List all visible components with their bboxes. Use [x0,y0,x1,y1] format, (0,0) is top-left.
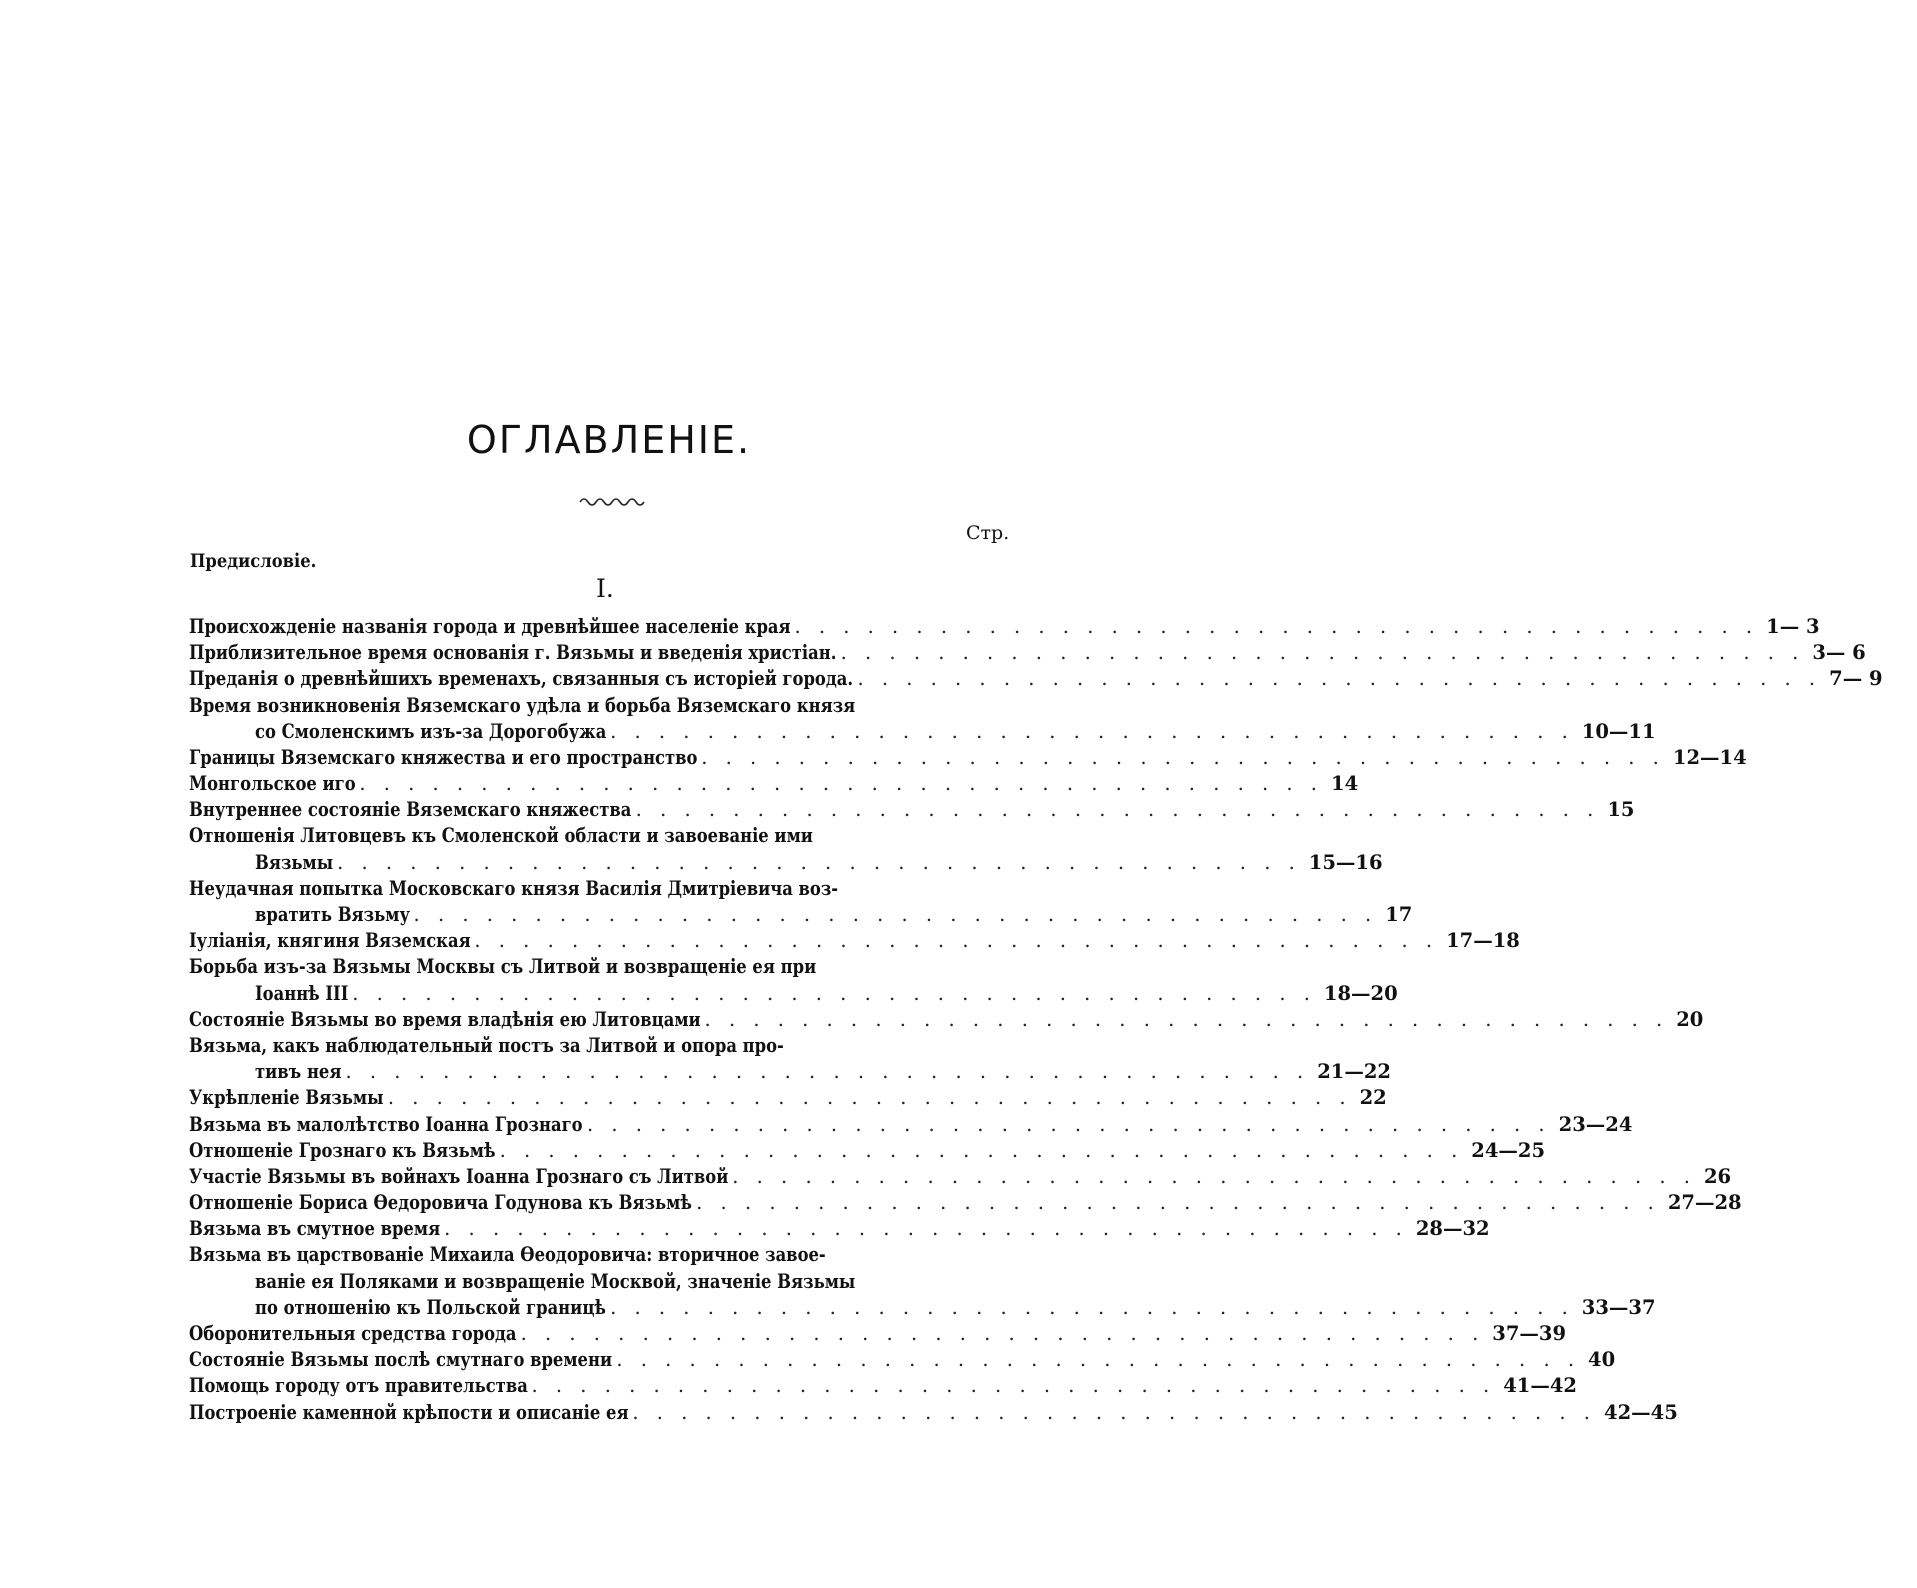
toc-entry-title: Вязьма въ царствованіе Михаила Ѳеодоровича: вторичное завое- [189,1243,826,1267]
dot-leader: . . . . . . . . . . . . . . . . . . . . . . . . . . . . . . . . . . . . . . . . [531,1374,1496,1398]
dot-leader: . . . . . . . . . . . . . . . . . . . . . . . . . . . . . . . . . . . . . . . . [696,1191,1660,1215]
toc-entry-title: Монгольское иго [189,772,356,796]
toc-entry-title: Границы Вяземскаго княжества и его пространство [189,745,698,769]
toc-line [189,1216,1490,1242]
dot-leader: . . . . . . . . . . . . . . . . . . . . . . . . . . . . . . . . . . . . . . . . [704,1007,1669,1031]
toc-entry [189,1216,1490,1242]
toc-line [189,1190,1742,1216]
toc-entry-title: Отношеніе Бориса Ѳедоровича Годунова къ Вязьмѣ [189,1191,692,1215]
toc-page-number: 15 [1607,798,1635,822]
toc-line [189,850,1383,876]
toc-line [189,1112,1633,1138]
preface-entry: Предисловіе. [190,550,317,572]
dot-leader: . . . . . . . . . . . . . . . . . . . . . . . . . . . . . . . . . . . . . . . . [732,1164,1696,1188]
toc-line [189,1373,1577,1399]
toc-entry [189,1243,1656,1322]
toc-entry-title: Вязьма въ смутное время [189,1217,441,1241]
toc-page-number: 33—37 [1581,1295,1656,1319]
toc-entry [189,797,1635,823]
page-title: ОГЛАВЛЕНІЕ. [466,418,752,462]
toc-page-number: 17—18 [1446,929,1520,953]
dot-leader: . . . . . . . . . . . . . . . . . . . . . . . . . . . . . . . . . . . . . . . . [635,798,1600,822]
toc-entry-title: Построеніе каменной крѣпости и описаніе ея [189,1400,629,1424]
toc-page-number: 20 [1676,1007,1704,1031]
toc-line [189,1400,1678,1426]
dot-leader: . . . . . . . . . . . . . . . . . . . . . . . . . . . . . . . . . . . . . . . . [616,1348,1581,1372]
table-of-contents [189,614,1883,1426]
toc-entry [189,666,1883,692]
toc-entry [189,614,1820,640]
toc-page-number: 27—28 [1667,1191,1742,1215]
toc-entry [189,1033,1391,1085]
toc-line [189,797,1635,823]
toc-line [189,1321,1567,1347]
dot-leader: . . . . . . . . . . . . . . . . . . . . . . . . . . . . . . . . . . . . . . . . [499,1138,1464,1162]
toc-line [189,1059,1391,1085]
toc-page-number: 40 [1588,1348,1616,1372]
toc-entry [189,1007,1704,1033]
toc-line [189,1347,1616,1373]
dot-leader: . . . . . . . . . . . . . . . . . . . . . . . . . . . . . . . . . . . . . . . . [794,614,1759,638]
toc-entry-title: Преданія о древнѣйшихъ временахъ, связанныя съ исторіей города. [189,667,854,691]
dot-leader: . . . . . . . . . . . . . . . . . . . . . . . . . . . . . . . . . . . . . . . . [857,667,1822,691]
toc-entry-title: Участіе Вязьмы въ войнахъ Іоанна Грознаго съ Литвой [189,1164,729,1188]
toc-page-number: 26 [1703,1164,1732,1188]
toc-page-number: 1— 3 [1766,614,1820,638]
toc-entry [189,1138,1546,1164]
dot-leader: . . . . . . . . . . . . . . . . . . . . . . . . . . . . . . . . . . . . . . . . [337,850,1301,874]
toc-entry-title: Отношеніе Грознаго къ Вязьмѣ [189,1138,496,1162]
toc-entry-title: Неудачная попытка Московскаго князя Василія Дмитріевича воз- [189,876,839,900]
toc-entry-title: Вязьма въ малолѣтство Іоанна Грознаго [189,1112,583,1136]
toc-line [189,1243,1039,1269]
toc-entry [189,1347,1616,1373]
toc-line [189,902,1413,928]
dot-leader: . . . . . . . . . . . . . . . . . . . . . . . . . . . . . . . . . . . . . . . . [359,772,1323,796]
toc-entry-title: Борьба изъ-за Вязьмы Москвы съ Литвой и возвращеніе ея при [189,955,817,979]
toc-entry-title: Внутреннее состояніе Вяземскаго княжества [189,798,632,822]
toc-line [189,954,1039,980]
toc-page-number: 7— 9 [1829,667,1883,691]
toc-entry-title: Іоаннѣ III [255,981,349,1005]
page-column-label: Стр. [966,522,1010,544]
section-number: I. [596,574,614,603]
toc-page-number: 10—11 [1581,719,1656,743]
toc-line [189,1138,1546,1164]
toc-page-number: 42—45 [1604,1400,1678,1424]
toc-entry-title: вратить Вязьму [255,903,410,927]
dot-leader: . . . . . . . . . . . . . . . . . . . . . . . . . . . . . . . . . . . . . . . . [840,641,1805,665]
toc-line [189,1295,1656,1321]
toc-line [189,693,1039,719]
toc-entry-title: тивъ нея [255,1060,342,1084]
toc-page-number: 21—22 [1317,1060,1391,1084]
dot-leader: . . . . . . . . . . . . . . . . . . . . . . . . . . . . . . . . . . . . . . . . [610,719,1574,743]
toc-line [189,1085,1387,1111]
toc-entry-title: Происхожденіе названія города и древнѣйшее населеніе края [189,614,791,638]
toc-line [189,981,1398,1007]
dot-leader: . . . . . . . . . . . . . . . . . . . . . . . . . . . . . . . . . . . . . . . . [610,1295,1574,1319]
toc-entry [189,1164,1732,1190]
toc-entry-title: Іуліанія, княгиня Вяземская [189,929,471,953]
toc-line [189,614,1820,640]
toc-entry-title: Приблизительное время основанія г. Вязьмы и введенія христіан. [189,641,837,665]
toc-line [189,745,1747,771]
toc-entry-title: Состояніе Вязьмы во время владѣнія ею Литовцами [189,1007,701,1031]
toc-entry-title: Состояніе Вязьмы послѣ смутнаго времени [189,1348,613,1372]
dot-leader: . . . . . . . . . . . . . . . . . . . . . . . . . . . . . . . . . . . . . . . . [413,903,1378,927]
toc-line [189,771,1359,797]
toc-entry-title: Укрѣпленіе Вязьмы [189,1086,384,1110]
toc-entry-title: Время возникновенія Вяземскаго удѣла и борьба Вяземскаго князя [189,693,856,717]
toc-entry-title: Помощь городу отъ правительства [189,1374,528,1398]
toc-line [189,1269,1039,1295]
toc-page-number: 28—32 [1415,1217,1490,1241]
toc-entry [189,824,1383,876]
toc-entry [189,1400,1678,1426]
toc-entry-title: по отношенію къ Польской границѣ [255,1295,606,1319]
toc-entry [189,1112,1633,1138]
toc-page-number: 41—42 [1503,1374,1577,1398]
toc-entry-title: со Смоленскимъ изъ-за Дорогобужа [255,719,607,743]
toc-entry [189,928,1520,954]
dot-leader: . . . . . . . . . . . . . . . . . . . . . . . . . . . . . . . . . . . . . . . . [352,981,1316,1005]
toc-entry [189,1321,1567,1347]
toc-entry [189,954,1398,1006]
toc-line [189,1007,1704,1033]
toc-entry-title: Вязьма, какъ наблюдательный постъ за Литвой и опора про- [189,1033,784,1057]
toc-entry [189,745,1747,771]
toc-page-number: 17 [1385,903,1413,927]
dot-leader: . . . . . . . . . . . . . . . . . . . . . . . . . . . . . . . . . . . . . . . . [520,1322,1485,1346]
toc-entry [189,693,1656,745]
toc-line [189,1033,1039,1059]
toc-page-number: 3— 6 [1812,641,1866,665]
toc-line [189,1164,1732,1190]
toc-line [189,876,1039,902]
toc-line [189,824,1039,850]
dot-leader: . . . . . . . . . . . . . . . . . . . . . . . . . . . . . . . . . . . . . . . . [632,1400,1596,1424]
toc-entry [189,1190,1742,1216]
toc-entry [189,1373,1577,1399]
toc-entry [189,876,1413,928]
dot-leader: . . . . . . . . . . . . . . . . . . . . . . . . . . . . . . . . . . . . . . . . [387,1086,1352,1110]
toc-entry-title: ваніе ея Поляками и возвращеніе Москвой, значеніе Вязьмы [255,1269,856,1293]
wavy-ornament-icon [578,494,648,508]
toc-line [189,719,1656,745]
toc-entry [189,1085,1387,1111]
dot-leader: . . . . . . . . . . . . . . . . . . . . . . . . . . . . . . . . . . . . . . . . [586,1112,1551,1136]
dot-leader: . . . . . . . . . . . . . . . . . . . . . . . . . . . . . . . . . . . . . . . . [701,745,1665,769]
toc-page-number: 24—25 [1471,1138,1546,1162]
toc-line [189,640,1866,666]
toc-page-number: 22 [1359,1086,1387,1110]
toc-line [189,666,1883,692]
toc-entry-title: Отношенія Литовцевъ къ Смоленской области и завоеваніе ими [189,824,813,848]
dot-leader: . . . . . . . . . . . . . . . . . . . . . . . . . . . . . . . . . . . . . . . . [345,1060,1310,1084]
toc-page-number: 23—24 [1558,1112,1633,1136]
toc-entry-title: Оборонительныя средства города [189,1322,517,1346]
toc-entry [189,771,1359,797]
toc-page-number: 37—39 [1492,1322,1567,1346]
toc-entry [189,640,1866,666]
toc-line [189,928,1520,954]
toc-page-number: 12—14 [1672,745,1747,769]
dot-leader: . . . . . . . . . . . . . . . . . . . . . . . . . . . . . . . . . . . . . . . . [474,929,1439,953]
toc-page-number: 18—20 [1323,981,1398,1005]
dot-leader: . . . . . . . . . . . . . . . . . . . . . . . . . . . . . . . . . . . . . . . . [444,1217,1408,1241]
toc-entry-title: Вязьмы [255,850,334,874]
toc-page-number: 15—16 [1308,850,1383,874]
toc-page-number: 14 [1331,772,1359,796]
